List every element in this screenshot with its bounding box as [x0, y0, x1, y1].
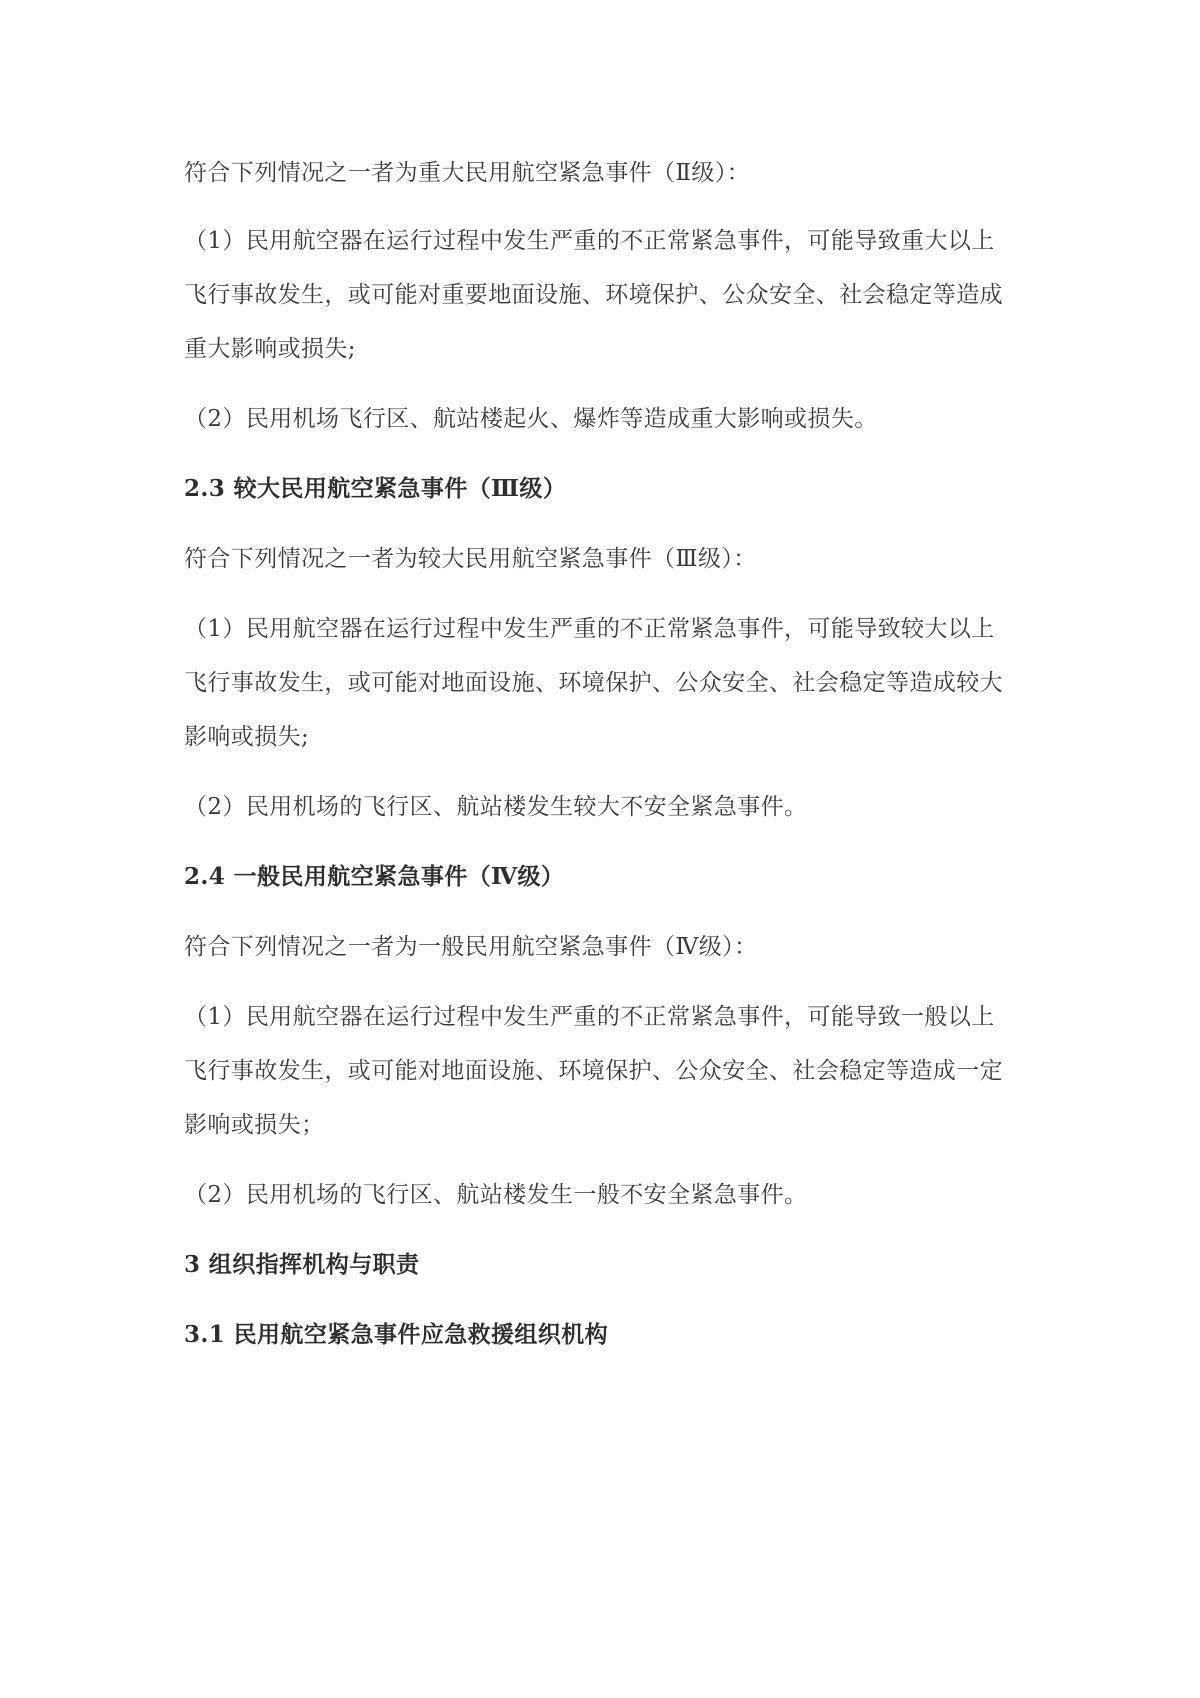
- section-heading-3: 3 组织指挥机构与职责: [184, 1251, 420, 1278]
- paragraph-line: 重大影响或损失;: [184, 336, 356, 362]
- paragraph-line: （1）民用航空器在运行过程中发生严重的不正常紧急事件，可能导致重大以上: [184, 228, 995, 254]
- section-heading-3-1: 3.1 民用航空紧急事件应急救援组织机构: [184, 1321, 609, 1348]
- paragraph-line: 飞行事故发生，或可能对重要地面设施、环境保护、公众安全、社会稳定等造成: [184, 282, 1003, 308]
- paragraph-line: （2）民用机场的飞行区、航站楼发生较大不安全紧急事件。: [184, 794, 808, 820]
- paragraph-line: 飞行事故发生，或可能对地面设施、环境保护、公众安全、社会稳定等造成较大: [184, 670, 1003, 696]
- paragraph-line: 符合下列情况之一者为一般民用航空紧急事件（Ⅳ级）：: [184, 934, 758, 960]
- paragraph-line: 飞行事故发生，或可能对地面设施、环境保护、公众安全、社会稳定等造成一定: [184, 1058, 1003, 1084]
- paragraph-line: （2）民用机场飞行区、航站楼起火、爆炸等造成重大影响或损失。: [184, 406, 878, 432]
- paragraph-line: 符合下列情况之一者为较大民用航空紧急事件（Ⅲ级）：: [184, 546, 757, 572]
- paragraph-line: （2）民用机场的飞行区、航站楼发生一般不安全紧急事件。: [184, 1182, 808, 1208]
- section-heading-2-3: 2.3 较大民用航空紧急事件（Ⅲ级）: [184, 475, 567, 502]
- paragraph-line: （1）民用航空器在运行过程中发生严重的不正常紧急事件，可能导致一般以上: [184, 1004, 995, 1030]
- paragraph-line: （1）民用航空器在运行过程中发生严重的不正常紧急事件，可能导致较大以上: [184, 616, 995, 642]
- paragraph-line: 符合下列情况之一者为重大民用航空紧急事件（Ⅱ级）：: [184, 160, 751, 186]
- paragraph-line: 影响或损失；: [184, 1112, 325, 1138]
- paragraph-line: 影响或损失;: [184, 724, 310, 750]
- section-heading-2-4: 2.4 一般民用航空紧急事件（Ⅳ级）: [184, 863, 565, 890]
